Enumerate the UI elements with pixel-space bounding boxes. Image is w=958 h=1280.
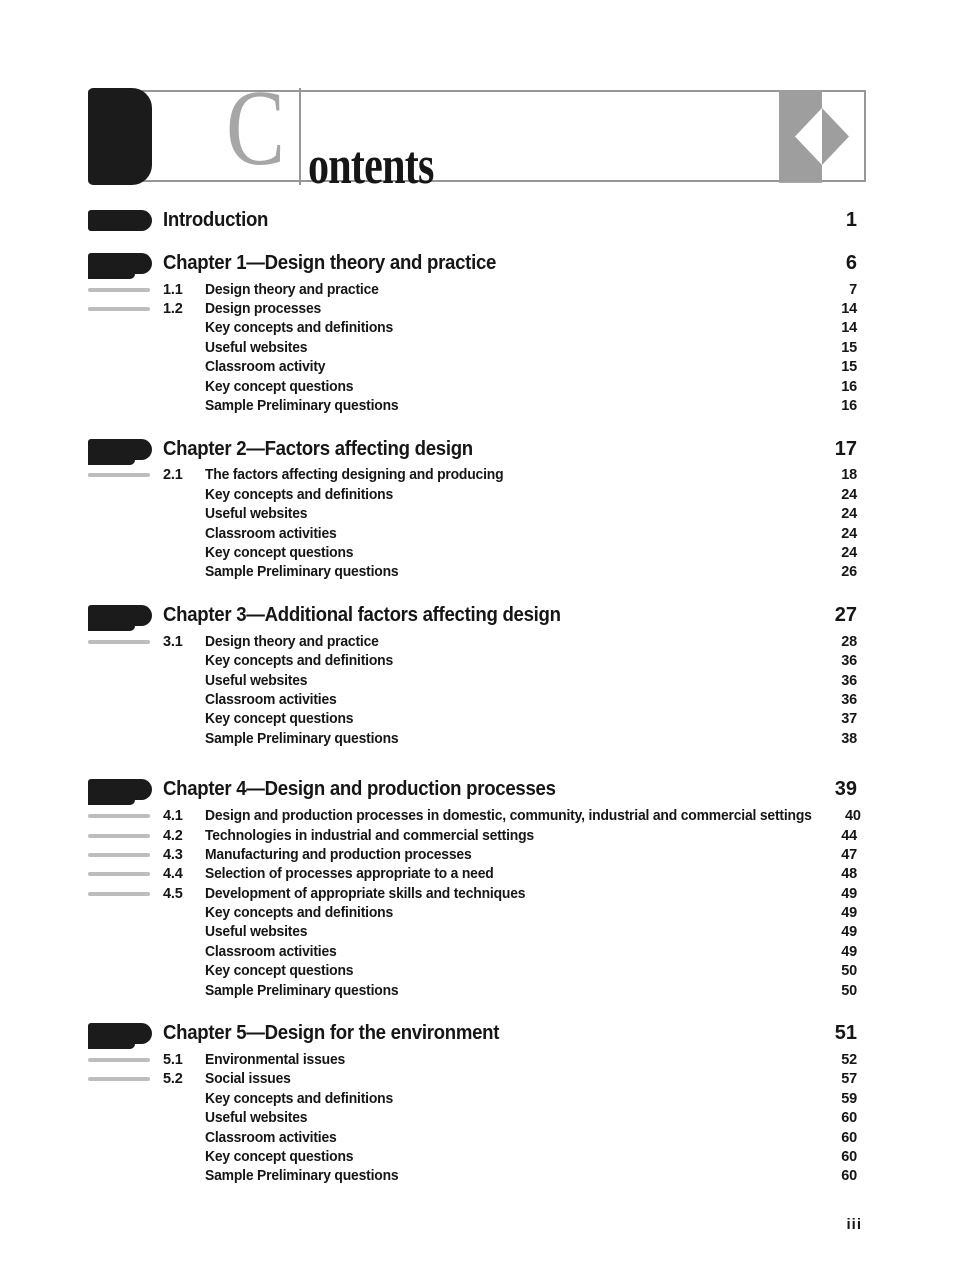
section-label: Useful websites	[205, 1110, 308, 1127]
section-page-number: 24	[841, 486, 857, 503]
section-page-number: 38	[841, 730, 857, 747]
toc-section-row	[88, 280, 857, 299]
chapter-page-number: 39	[834, 778, 857, 801]
toc-section-row	[88, 1128, 857, 1147]
section-page-number: 60	[841, 1168, 857, 1185]
toc-section-row	[88, 524, 857, 543]
section-marker	[88, 834, 150, 838]
toc-section-row	[88, 1089, 857, 1108]
toc-section-row	[88, 563, 857, 582]
section-label: Selection of processes appropriate to a need	[205, 866, 494, 883]
section-label: Design and production processes in domestic, community, industrial and commercial settings	[205, 808, 812, 825]
toc-section-row	[88, 485, 857, 504]
section-marker	[88, 1077, 150, 1081]
section-page-number: 52	[841, 1052, 857, 1069]
section-label: Development of appropriate skills and techniques	[205, 885, 526, 902]
section-page-number: 49	[841, 885, 857, 902]
chapter-pill-marker	[88, 1023, 152, 1044]
toc-section-row	[88, 1147, 857, 1166]
intro-page-number: 1	[845, 209, 857, 231]
diamond-ornament-icon	[779, 88, 866, 185]
chapter-heading-row	[88, 777, 857, 802]
section-page-number: 36	[841, 672, 857, 689]
chapter-rows	[88, 466, 857, 582]
section-page-number: 24	[841, 506, 857, 523]
chapter-pill-marker	[88, 253, 152, 274]
section-page-number: 28	[841, 633, 857, 650]
section-page-number: 24	[841, 544, 857, 561]
section-page-number: 24	[841, 525, 857, 542]
toc-section-row	[88, 690, 857, 709]
section-label: Environmental issues	[205, 1052, 346, 1069]
chapter-rows	[88, 632, 857, 748]
section-page-number: 14	[841, 320, 857, 337]
chapter-rows	[88, 806, 861, 1000]
section-label: Key concepts and definitions	[205, 653, 393, 670]
toc-section-row	[88, 505, 857, 524]
section-label: Key concept questions	[205, 711, 354, 728]
section-label: Key concepts and definitions	[205, 905, 393, 922]
chapter-pill-marker	[88, 605, 152, 626]
section-number: 1.1	[163, 281, 183, 298]
section-page-number: 7	[849, 281, 857, 298]
chapter-page-number: 17	[834, 437, 857, 460]
section-label: The factors affecting designing and producing	[205, 467, 504, 484]
chapter-heading-row	[88, 1021, 857, 1046]
section-page-number: 50	[841, 982, 857, 999]
section-label: Classroom activities	[205, 1129, 337, 1146]
section-label: Useful websites	[205, 506, 308, 523]
section-label: Design theory and practice	[205, 633, 379, 650]
toc-chapter-section	[88, 251, 857, 416]
section-marker	[88, 288, 150, 292]
toc-section-row	[88, 338, 857, 357]
section-page-number: 49	[841, 905, 857, 922]
section-label: Classroom activity	[205, 359, 326, 376]
toc-section-row	[88, 299, 857, 318]
header-divider-line	[299, 88, 301, 185]
section-marker	[88, 640, 150, 644]
toc-section-row	[88, 981, 857, 1000]
toc-section-row	[88, 466, 857, 485]
chapter-title: Chapter 4—Design and production processes	[163, 778, 556, 801]
toc-chapter-section	[88, 777, 861, 1000]
section-label: Key concept questions	[205, 378, 354, 395]
section-page-number: 60	[841, 1129, 857, 1146]
section-label: Classroom activities	[205, 943, 337, 960]
section-number: 4.4	[163, 866, 183, 883]
toc-section-row	[88, 671, 857, 690]
section-number: 4.1	[163, 808, 183, 825]
chapter-heading-row	[88, 251, 857, 276]
section-page-number: 60	[841, 1110, 857, 1127]
toc-section-row	[88, 1070, 857, 1089]
toc-section-row	[88, 710, 857, 729]
toc-section-row	[88, 396, 857, 415]
section-label: Key concepts and definitions	[205, 1090, 393, 1107]
toc-section-row	[88, 543, 857, 562]
section-number: 4.2	[163, 827, 183, 844]
chapters	[88, 251, 861, 1186]
section-marker	[88, 307, 150, 311]
section-page-number: 40	[844, 808, 861, 825]
section-label: Sample Preliminary questions	[205, 398, 399, 415]
section-page-number: 60	[841, 1148, 857, 1165]
section-marker	[88, 1058, 150, 1062]
section-marker	[88, 853, 150, 857]
toc-section-row	[88, 1109, 857, 1128]
toc-section-row	[88, 377, 857, 396]
chapter-rows	[88, 1050, 857, 1186]
toc-section-row	[88, 923, 857, 942]
section-number: 5.1	[163, 1052, 183, 1069]
section-page-number: 15	[841, 339, 857, 356]
section-label: Useful websites	[205, 924, 308, 941]
toc-chapter-section	[88, 1021, 857, 1186]
section-page-number: 36	[841, 653, 857, 670]
section-marker	[88, 814, 150, 818]
section-label: Design theory and practice	[205, 281, 379, 298]
section-label: Key concept questions	[205, 963, 354, 980]
section-number: 1.2	[163, 301, 183, 318]
intro-pill-marker	[88, 210, 152, 231]
toc-entry-introduction	[88, 208, 857, 233]
toc-section-row	[88, 632, 857, 651]
toc-section-row	[88, 845, 857, 864]
section-label: Key concept questions	[205, 544, 354, 561]
toc-section-row	[88, 865, 857, 884]
section-label: Social issues	[205, 1071, 291, 1088]
section-page-number: 59	[841, 1090, 857, 1107]
section-page-number: 44	[841, 827, 857, 844]
intro-label: Introduction	[163, 209, 269, 231]
section-page-number: 16	[841, 398, 857, 415]
table-of-contents	[88, 208, 861, 1186]
section-label: Useful websites	[205, 339, 308, 356]
toc-section-row	[88, 1167, 857, 1186]
section-marker	[88, 872, 150, 876]
section-label: Useful websites	[205, 672, 308, 689]
folio-page-number: iii	[846, 1216, 862, 1233]
toc-chapter-section	[88, 437, 857, 582]
section-label: Manufacturing and production processes	[205, 846, 472, 863]
section-page-number: 16	[841, 378, 857, 395]
section-number: 4.3	[163, 846, 183, 863]
section-label: Sample Preliminary questions	[205, 982, 399, 999]
section-label: Sample Preliminary questions	[205, 730, 399, 747]
section-page-number: 49	[841, 924, 857, 941]
chapter-heading-row	[88, 603, 857, 628]
header-frame	[88, 90, 866, 182]
section-number: 3.1	[163, 633, 183, 650]
toc-section-row	[88, 1050, 857, 1069]
chapter-rows	[88, 280, 857, 416]
header-black-tab	[88, 88, 152, 185]
section-number: 5.2	[163, 1071, 183, 1088]
chapter-title: Chapter 3—Additional factors affecting design	[163, 604, 561, 627]
toc-section-row	[88, 826, 857, 845]
toc-section-row	[88, 651, 857, 670]
section-label: Sample Preliminary questions	[205, 1168, 399, 1185]
chapter-title: Chapter 2—Factors affecting design	[163, 437, 473, 460]
chapter-pill-marker	[88, 779, 152, 800]
toc-section-row	[88, 962, 857, 981]
section-page-number: 49	[841, 943, 857, 960]
section-page-number: 26	[841, 564, 857, 581]
section-marker	[88, 892, 150, 896]
section-page-number: 37	[841, 711, 857, 728]
chapter-pill-marker	[88, 439, 152, 460]
section-page-number: 15	[841, 359, 857, 376]
toc-section-row	[88, 903, 857, 922]
toc-section-row	[88, 319, 857, 338]
section-label: Sample Preliminary questions	[205, 564, 399, 581]
section-page-number: 50	[841, 963, 857, 980]
section-page-number: 18	[841, 467, 857, 484]
chapter-page-number: 6	[845, 252, 857, 274]
section-label: Classroom activities	[205, 691, 337, 708]
section-page-number: 36	[841, 691, 857, 708]
toc-section-row	[88, 729, 857, 748]
toc-section-row	[88, 358, 857, 377]
chapter-title: Chapter 5—Design for the environment	[163, 1022, 500, 1045]
section-label: Key concepts and definitions	[205, 486, 393, 503]
section-label: Classroom activities	[205, 525, 337, 542]
chapter-page-number: 27	[834, 604, 857, 627]
section-label: Key concepts and definitions	[205, 320, 393, 337]
chapter-page-number: 51	[834, 1022, 857, 1045]
section-label: Technologies in industrial and commercial settings	[205, 827, 534, 844]
chapter-heading-row	[88, 437, 857, 462]
toc-section-row	[88, 884, 857, 903]
section-page-number: 57	[841, 1071, 857, 1088]
section-number: 4.5	[163, 885, 183, 902]
section-label: Design processes	[205, 301, 322, 318]
contents-title-rest: ontents	[308, 135, 434, 195]
toc-chapter-section	[88, 603, 857, 748]
chapter-title: Chapter 1—Design theory and practice	[163, 252, 497, 274]
toc-section-row	[88, 806, 861, 825]
toc-section-row	[88, 942, 857, 961]
contents-title-initial: C	[226, 69, 286, 188]
section-page-number: 14	[841, 301, 857, 318]
section-number: 2.1	[163, 467, 183, 484]
section-page-number: 47	[841, 846, 857, 863]
section-label: Key concept questions	[205, 1148, 354, 1165]
section-page-number: 48	[841, 866, 857, 883]
contents-header-banner	[88, 69, 866, 195]
section-marker	[88, 473, 150, 477]
